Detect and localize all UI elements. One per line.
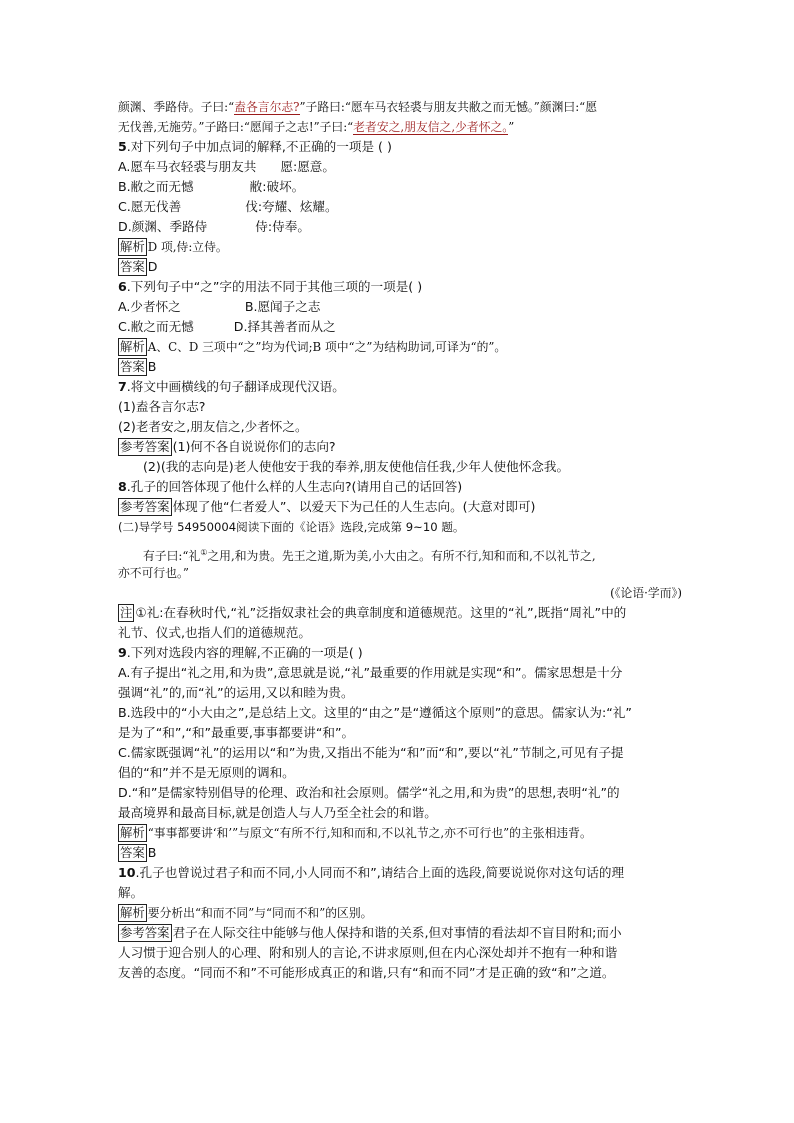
q9-option-c-1: C.儒家既强调“礼”的运用以“和”为贵,又指出不能为“和”而“和”,要以“礼”节制之,可见有子提	[118, 745, 624, 760]
section-2-text-2: 亦不可行也。”	[118, 566, 189, 580]
q9-analysis: 解析 “事事都要讲‘和’”与原文“有所不行,知和而和,不以礼节之,亦不可行也”的主张相违背。	[120, 825, 592, 840]
q9-option-d-1: D.“和”是儒家特别倡导的伦理、政治和社会原则。儒学“礼之用,和为贵”的思想,表明“礼”的	[118, 785, 620, 800]
q6-analysis: 解析 A、C、D 三项中“之”均为代词;B 项中“之”为结构助词,可译为“的”。	[120, 339, 507, 354]
q10-reference-2: 人习惯于迎合别人的心理、附和别人的言论,不讲求原则,但在内心深处却并不抱有一种和谐	[118, 945, 618, 960]
note-tag: 注	[120, 605, 133, 620]
q5-option-c: C.愿无伐善 伐:夸耀、炫耀。	[118, 199, 338, 214]
q8-stem: 8.孔子的回答体现了他什么样的人生志向?(请用自己的话回答)	[118, 479, 463, 494]
q7-reference-1: 参考答案 (1)何不各自说说你们的志向?	[120, 439, 336, 454]
document-page	[118, 97, 690, 983]
section-2-text-1: 有子曰:“礼①之用,和为贵。先王之道,斯为美,小大由之。有所不行,知和而和,不以礼节之,	[143, 548, 596, 563]
reference-answer-tag: 参考答案	[120, 925, 170, 940]
q5-option-d: D.颜渊、季路侍 侍:侍奉。	[118, 219, 310, 234]
q5-option-a: A.愿车马衣轻裘与朋友共 愿:愿意。	[118, 159, 335, 174]
q10-analysis: 解析 要分析出“和而不同”与“同而不和”的区别。	[120, 905, 373, 920]
reference-answer-tag: 参考答案	[120, 439, 170, 454]
analysis-tag: 解析	[120, 339, 145, 354]
answer-tag: 答案	[120, 359, 145, 374]
q5-analysis: 解析 D 项,侍:立侍。	[120, 239, 228, 254]
passage-line-1: 颜渊、季路侍。子曰:“盍各言尔志?”子路曰:“愿车马衣轻裘与朋友共敝之而无憾。”颜渊曰:“愿	[118, 100, 598, 114]
underlined-sentence-2: 老者安之,朋友信之,少者怀之。	[353, 120, 509, 134]
q9-option-c-2: 倡的“和”并不是无原则的调和。	[118, 765, 295, 780]
section-2-note-1: 注 ①礼:在春秋时代,“礼”泛指奴隶社会的典章制度和道德规范。这里的“礼”,既指“周礼”中的	[120, 605, 627, 620]
q9-option-b-1: B.选段中的“小大由之”,是总结上文。这里的“由之”是“遵循这个原则”的意思。儒家认为:“礼”	[118, 705, 632, 720]
q9-stem: 9.下列对选段内容的理解,不正确的一项是( )	[118, 645, 363, 660]
q7-reference-2: (2)(我的志向是)老人使他安于我的奉养,朋友使他信任我,少年人使他怀念我。	[143, 459, 570, 474]
q5-option-b: B.敝之而无憾 敝:破坏。	[118, 179, 305, 194]
section-2-note-2: 礼节、仪式,也指人们的道德规范。	[118, 625, 311, 640]
underlined-sentence-1: 盍各言尔志?	[234, 100, 300, 114]
q9-option-a-2: 强调“礼”的,而“礼”的运用,又以和睦为贵。	[118, 685, 354, 700]
q7-stem: 7.将文中画横线的句子翻译成现代汉语。	[118, 379, 345, 394]
q10-stem-1: 10.孔子也曾说过君子和而不同,小人同而不和”,请结合上面的选段,简要说说你对这句话的理	[118, 865, 625, 880]
reference-answer-tag: 参考答案	[120, 499, 170, 514]
analysis-tag: 解析	[120, 239, 145, 254]
answer-tag: 答案	[120, 845, 145, 860]
q6-answer: 答案 B	[120, 359, 157, 374]
q5-answer: 答案 D	[120, 259, 158, 274]
q6-options-ab: A.少者怀之 B.愿闻子之志	[118, 299, 321, 314]
passage-line-2: 无伐善,无施劳。”子路曰:“愿闻子之志!”子曰:“老者安之,朋友信之,少者怀之。”	[118, 120, 515, 134]
q7-sentence-1: (1)盍各言尔志?	[118, 399, 206, 414]
q9-option-b-2: 是为了“和”,“和”最重要,事事都要讲“和”。	[118, 725, 355, 740]
section-2-source: (《论语·学而》)	[610, 586, 682, 600]
q6-stem: 6.下列句子中“之”字的用法不同于其他三项的一项是( )	[118, 279, 423, 294]
q6-options-cd: C.敝之而无憾 D.择其善者而从之	[118, 319, 336, 334]
analysis-tag: 解析	[120, 905, 145, 920]
q10-reference-3: 友善的态度。“同而不和”不可能形成真正的和谐,只有“和而不同”才是正确的致“和”之道。	[118, 965, 615, 980]
q7-sentence-2: (2)老者安之,朋友信之,少者怀之。	[118, 419, 308, 434]
section-2-heading: (二)导学号 54950004阅读下面的《论语》选段,完成第 9~10 题。	[118, 520, 465, 534]
q10-stem-2: 解。	[118, 885, 144, 900]
answer-tag: 答案	[120, 259, 145, 274]
q5-stem: 5.对下列句子中加点词的解释,不正确的一项是 ( )	[118, 139, 392, 154]
analysis-tag: 解析	[120, 825, 145, 840]
q9-option-a-1: A.有子提出“礼之用,和为贵”,意思就是说,“礼”最重要的作用就是实现“和”。儒家思想是十分	[118, 665, 623, 680]
q10-reference-1: 参考答案 君子在人际交往中能够与他人保持和谐的关系,但对事情的看法却不盲目附和;而小	[120, 925, 622, 940]
q9-answer: 答案 B	[120, 845, 157, 860]
q9-option-d-2: 最高境界和最高目标,就是创造人与人乃至全社会的和谐。	[118, 805, 437, 820]
q8-reference: 参考答案 体现了他“仁者爱人”、以爱天下为己任的人生志向。(大意对即可)	[120, 499, 536, 514]
